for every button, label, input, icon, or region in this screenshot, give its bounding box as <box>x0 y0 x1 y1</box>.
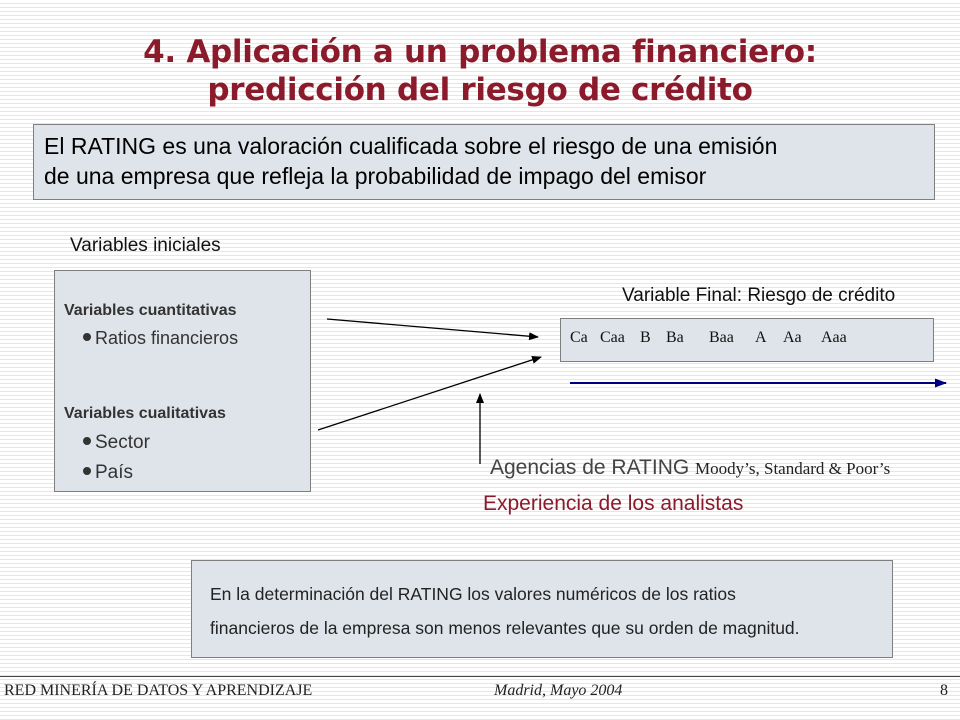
quantitative-arrow <box>327 319 538 337</box>
analyst-experience: Experiencia de los analistas <box>483 492 744 515</box>
rating-grade: Aa <box>783 329 802 346</box>
rating-grade: Baa <box>709 329 734 346</box>
rating-note-box <box>191 560 893 658</box>
rating-grade: Aaa <box>821 329 847 346</box>
note-line1: En la determinación del RATING los valores numéricos de los ratios <box>210 584 736 604</box>
final-variable-label: Variable Final: Riesgo de crédito <box>622 285 896 306</box>
footer-organization: RED MINERÍA DE DATOS Y APRENDIZAJE <box>4 682 313 699</box>
footer-date: Madrid, Mayo 2004 <box>494 682 623 699</box>
slide-title-line1: 4. Aplicación a un problema financiero: <box>143 34 817 70</box>
qualitative-heading: Variables cualitativas <box>64 405 226 422</box>
agencies-label: Agencias de RATING <box>490 456 690 479</box>
definition-line2: de una empresa que refleja la probabilidad de impago del emisor <box>44 163 707 189</box>
qualitative-arrow <box>318 357 541 430</box>
rating-agencies <box>490 456 890 480</box>
definition-line1: El RATING es una valoración cualificada sobre el riesgo de una emisión <box>44 133 778 159</box>
rating-grade: Ca <box>570 329 588 346</box>
qualitative-item-label: País <box>95 462 134 483</box>
rating-grade: Ba <box>666 329 684 346</box>
rating-grade: B <box>640 329 651 346</box>
rating-grade: Caa <box>600 329 625 346</box>
quantitative-heading: Variables cuantitativas <box>64 302 237 319</box>
footer-divider <box>0 676 960 677</box>
note-line2: financieros de la empresa son menos relevantes que su orden de magnitud. <box>210 618 800 638</box>
agencies-names: Moody’s, Standard & Poor’s <box>695 459 891 478</box>
rating-grade: A <box>755 329 767 346</box>
qualitative-item-label: Sector <box>95 432 150 453</box>
quantitative-item-label: Ratios financieros <box>95 328 239 348</box>
initial-variables-label: Variables iniciales <box>70 235 221 256</box>
slide-title-line2: predicción del riesgo de crédito <box>207 72 753 108</box>
footer-page-number: 8 <box>940 682 948 699</box>
